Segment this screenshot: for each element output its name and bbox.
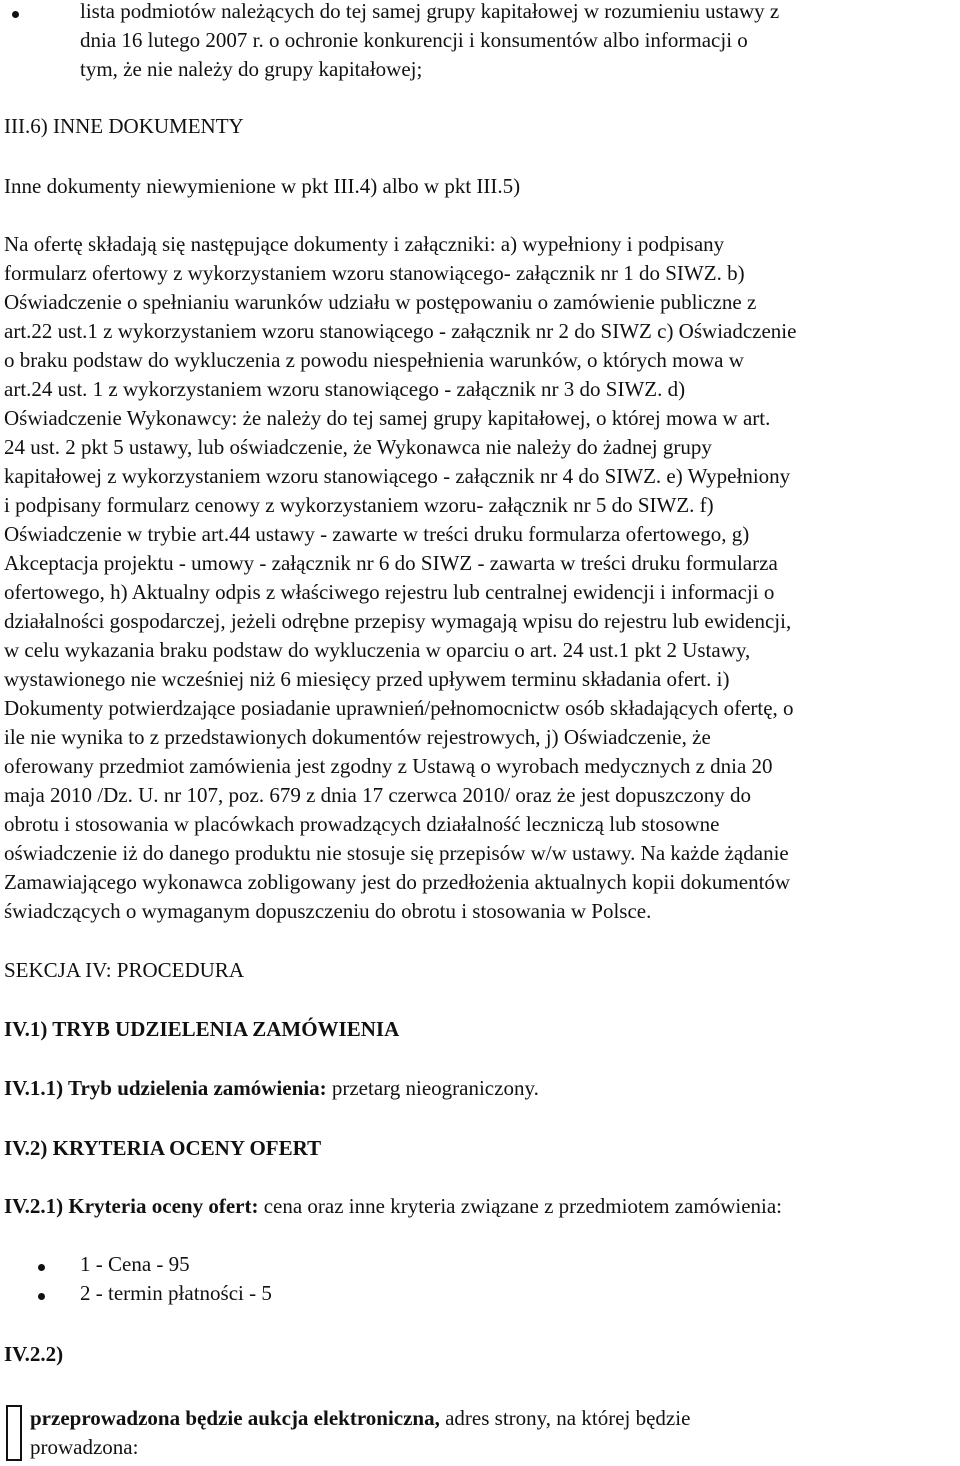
paragraph-line: Oświadczenie o spełnianiu warunków udziału w postępowaniu o zamówienie publiczne z [4,290,757,314]
paragraph-line: o braku podstaw do wykluczenia z powodu niespełnienia warunków, o których mowa w [4,348,744,372]
auction-line-1 [30,1404,690,1433]
bullet-icon [38,1264,45,1271]
paragraph-line: art.24 ust. 1 z wykorzystaniem wzoru stanowiącego - załącznik nr 3 do SIWZ. d) [4,377,686,401]
iv21-line [4,1192,782,1221]
other-documents-intro: Inne dokumenty niewymienione w pkt III.4) albo w pkt III.5) [4,174,521,198]
iv11-value: przetarg nieograniczony. [326,1076,539,1100]
bullet-icon [38,1293,45,1300]
paragraph-line: oświadczenie iż do danego produktu nie stosuje się przepisów w/w ustawy. Na każde żądanie [4,841,789,865]
paragraph-line: 24 ust. 2 pkt 5 ustawy, lub oświadczenie, że Wykonawca nie należy do żadnej grupy [4,435,712,459]
bullet-line-2: dnia 16 lutego 2007 r. o ochronie konkurencji i konsumentów albo informacji o [80,28,748,52]
bullet-line-1: lista podmiotów należących do tej samej grupy kapitałowej w rozumieniu ustawy z [80,0,780,23]
paragraph-line: Dokumenty potwierdzające posiadanie uprawnień/pełnomocnictw osób składających ofertę, o [4,696,794,720]
auction-rest-text: adres strony, na której będzie [439,1406,691,1430]
paragraph-line: w celu wykazania braku podstaw do wykluczenia w oparciu o art. 24 ust.1 pkt 2 Ustawy, [4,638,751,662]
section-heading-iii6: III.6) INNE DOKUMENTY [4,114,244,138]
auction-checkbox[interactable] [6,1405,22,1461]
paragraph-line: Zamawiającego wykonawca zobligowany jest do przedłożenia aktualnych kopii dokumentów [4,870,791,894]
bullet-line-3: tym, że nie należy do grupy kapitałowej; [80,57,423,81]
auction-bold-text: przeprowadzona będzie aukcja elektroniczna, [30,1406,440,1430]
paragraph-line: wystawionego nie wcześniej niż 6 miesięcy przed upływem terminu składania ofert. i) [4,667,730,691]
paragraph-line: Na ofertę składają się następujące dokumenty i załączniki: a) wypełniony i podpisany [4,232,725,256]
iv22-label: IV.2.2) [4,1342,64,1366]
auction-line-2: prowadzona: [30,1435,139,1459]
paragraph-line: ile nie wynika to z przedstawionych dokumentów rejestrowych, j) Oświadczenie, że [4,725,711,749]
paragraph-line: formularz ofertowy z wykorzystaniem wzoru stanowiącego- załącznik nr 1 do SIWZ. b) [4,261,745,285]
paragraph-line: Akceptacja projektu - umowy - załącznik nr 6 do SIWZ - zawarta w treści druku formularza [4,551,778,575]
heading-iv2: IV.2) KRYTERIA OCENY OFERT [4,1136,322,1160]
paragraph-line: ofertowego, h) Aktualny odpis z właściwego rejestru lub centralnej ewidencji i informacji o [4,580,775,604]
bullet-icon [12,11,19,18]
iv11-line [4,1074,539,1103]
paragraph-line: Oświadczenie w trybie art.44 ustawy - zawarte w treści druku formularza ofertowego, g) [4,522,750,546]
heading-iv1: IV.1) TRYB UDZIELENIA ZAMÓWIENIA [4,1017,400,1041]
paragraph-line: świadczących o wymaganym dopuszczeniu do obrotu i stosowania w Polsce. [4,899,652,923]
paragraph-line: maja 2010 /Dz. U. nr 107, poz. 679 z dnia 17 czerwca 2010/ oraz że jest dopuszczony do [4,783,752,807]
iv21-label: IV.2.1) Kryteria oceny ofert: [4,1194,259,1218]
paragraph-line: i podpisany formularz cenowy z wykorzystaniem wzoru- załącznik nr 5 do SIWZ. f) [4,493,714,517]
paragraph-line: działalności gospodarczej, jeżeli odrębne przepisy wymagają wpisu do rejestru lub ewidencji, [4,609,792,633]
paragraph-line: obrotu i stosowania w placówkach prowadzących działalność leczniczą lub stosowne [4,812,720,836]
paragraph-line: kapitałowej z wykorzystaniem wzoru stanowiącego - załącznik nr 4 do SIWZ. e) Wypełniony [4,464,791,488]
paragraph-line: oferowany przedmiot zamówienia jest zgodny z Ustawą o wyrobach medycznych z dnia 20 [4,754,773,778]
paragraph-line: art.22 ust.1 z wykorzystaniem wzoru stanowiącego - załącznik nr 2 do SIWZ c) Oświadczenie [4,319,797,343]
iv11-label: IV.1.1) Tryb udzielenia zamówienia: [4,1076,327,1100]
criteria-item: 1 - Cena - 95 [80,1252,190,1276]
criteria-item: 2 - termin płatności - 5 [80,1281,272,1305]
paragraph-line: Oświadczenie Wykonawcy: że należy do tej samej grupy kapitałowej, o której mowa w art. [4,406,771,430]
iv21-value: cena oraz inne kryteria związane z przedmiotem zamówienia: [258,1194,783,1218]
section-heading-iv: SEKCJA IV: PROCEDURA [4,958,244,982]
